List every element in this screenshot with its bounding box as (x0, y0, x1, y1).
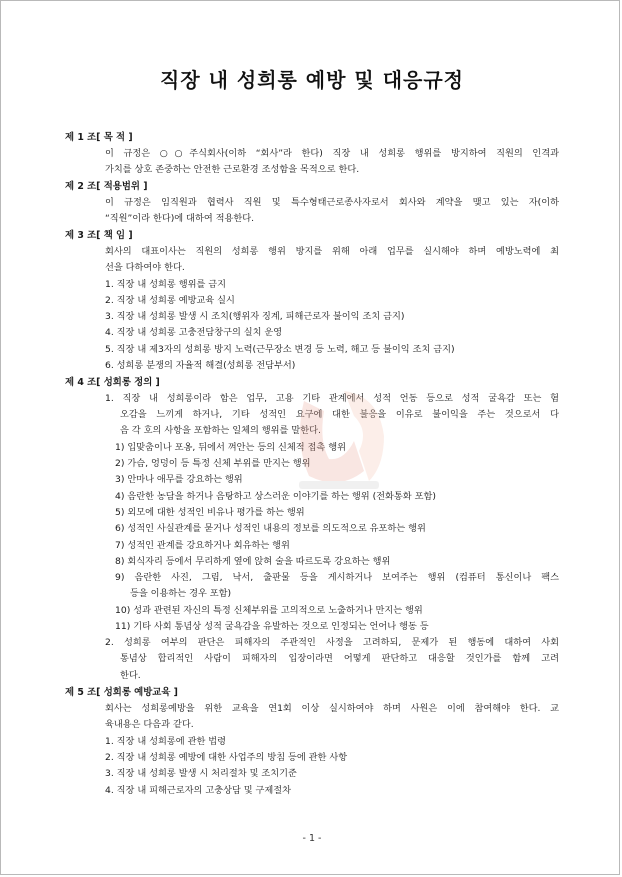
list-item: 2. 직장 내 성희롱 예방에 대한 사업주의 방침 등에 관한 사항 (105, 752, 348, 763)
article-1-line: 이 규정은 ○○주식회사(이하 “회사”라 한다) 직장 내 성희롱 행위를 방지하여 직원의 인격과 (105, 148, 559, 159)
article-1-line: 가치를 상호 존중하는 안전한 근로환경 조성함을 목적으로 한다. (105, 164, 360, 175)
article-5-line: 육내용은 다음과 같다. (105, 719, 194, 730)
article-4-heading: 제 4 조[ 성희롱 정의 ] (65, 377, 160, 388)
sub-list-item: 1) 입맞춤이나 포옹, 뒤에서 껴안는 등의 신체적 접촉 행위 (115, 442, 346, 453)
sub-list-item: 6) 성적인 사실관계를 묻거나 성적인 내용의 정보를 의도적으로 유포하는 행위 (115, 523, 426, 534)
list-item-continuation: 통념상 합리적인 사람이 피해자의 입장이라면 어떻게 판단하고 대응할 것인가를 함께 고려 (120, 653, 559, 664)
sub-list-item: 4) 음란한 농담을 하거나 음탕하고 상스러운 이야기를 하는 행위 (전화통화 포함) (115, 491, 436, 502)
list-item: 3. 직장 내 성희롱 발생 시 조치(행위자 징계, 피해근로자 불이익 조치 금지) (105, 311, 405, 322)
list-item: 4. 직장 내 성희롱 고충전담창구의 실치 운영 (105, 327, 283, 338)
list-item: 5. 직장 내 제3자의 성희롱 방지 노력(근무장소 변경 등 노력, 해고 등 불이익 조치 금지) (105, 344, 455, 355)
watermark-logo (284, 381, 394, 501)
sub-list-item: 3) 안마나 애무를 강요하는 행위 (115, 474, 243, 485)
list-item-continuation: 한다. (120, 670, 141, 681)
list-item: 1. 직장 내 성희롱에 관한 법령 (105, 736, 226, 747)
list-item-continuation: 오감을 느끼게 하거나, 기타 성적인 요구에 대한 불응을 이유로 불이익을 주는 것으로서 다 (120, 409, 559, 420)
list-item: 6. 성희롱 분쟁의 자율적 해결(성희롱 전담부서) (105, 360, 296, 371)
article-2-line: 이 규정은 임직원과 협력사 직원 및 특수형태근로종사자로서 회사와 계약을 맺고 있는 자(이하 (105, 197, 559, 208)
list-item: 2. 성희롱 여부의 판단은 피해자의 주관적인 사정을 고려하되, 문제가 된 행동에 대하여 사회 (105, 637, 559, 648)
list-item: 1. 직장 내 성희롱이라 함은 업무, 고용 기타 관계에서 성적 언동 등으로 성적 굴욕감 또는 혐 (105, 393, 559, 404)
sub-list-item: 8) 회식자리 등에서 무리하게 옆에 앉혀 술을 따르도록 강요하는 행위 (115, 556, 391, 567)
sub-list-item-continuation: 등을 이용하는 경우 포함) (130, 588, 232, 599)
sub-list-item: 7) 성적인 관계를 강요하거나 회유하는 행위 (115, 540, 290, 551)
article-5-line: 회사는 성희롱예방을 위한 교육을 연1회 이상 실시하여야 하며 사원은 이에 참여해야 한다. 교 (105, 703, 559, 714)
list-item: 1. 직장 내 성희롱 행위를 금지 (105, 279, 226, 290)
page-number: - 1 - (302, 833, 322, 844)
article-1-heading: 제 1 조[ 목 적 ] (65, 132, 133, 143)
list-item: 4. 직장 내 피해근로자의 고충상담 및 구제절차 (105, 785, 292, 796)
sub-list-item: 2) 가슴, 엉덩이 등 특정 신체 부위를 만지는 행위 (115, 458, 311, 469)
list-item-continuation: 음 각 호의 사항을 포함하는 일체의 행위를 말한다. (120, 425, 321, 436)
list-item: 2. 직장 내 성희롱 예방교육 실시 (105, 295, 235, 306)
sub-list-item: 5) 외모에 대한 성적인 비유나 평가를 하는 행위 (115, 507, 305, 518)
sub-list-item: 9) 음란한 사진, 그림, 낙서, 출판물 등을 게시하거나 보여주는 행위 (컴퓨터 통신이나 팩스 (115, 572, 559, 583)
article-2-heading: 제 2 조[ 적용범위 ] (65, 181, 148, 192)
sub-list-item: 11) 기타 사회 통념상 성적 굴욕감을 유발하는 것으로 인정되는 언어나 행동 등 (115, 621, 429, 632)
article-2-line: “직원”이라 한다)에 대하여 적용한다. (105, 213, 255, 224)
document-title: 직장 내 성희롱 예방 및 대응규정 (160, 68, 464, 92)
article-3-line: 선을 다하여야 한다. (105, 262, 185, 273)
article-3-line: 회사의 대표이사는 직원의 성희롱 행위 방지를 위해 아래 업무를 실시해야 하며 예방노력에 최 (105, 246, 559, 257)
list-item: 3. 직장 내 성희롱 발생 시 처리절차 및 조치기준 (105, 768, 297, 779)
sub-list-item: 10) 성과 관련된 자신의 특정 신체부위를 고의적으로 노출하거나 만지는 행위 (115, 605, 423, 616)
article-3-heading: 제 3 조[ 책 임 ] (65, 230, 133, 241)
article-5-heading: 제 5 조[ 성희롱 예방교육 ] (65, 687, 178, 698)
